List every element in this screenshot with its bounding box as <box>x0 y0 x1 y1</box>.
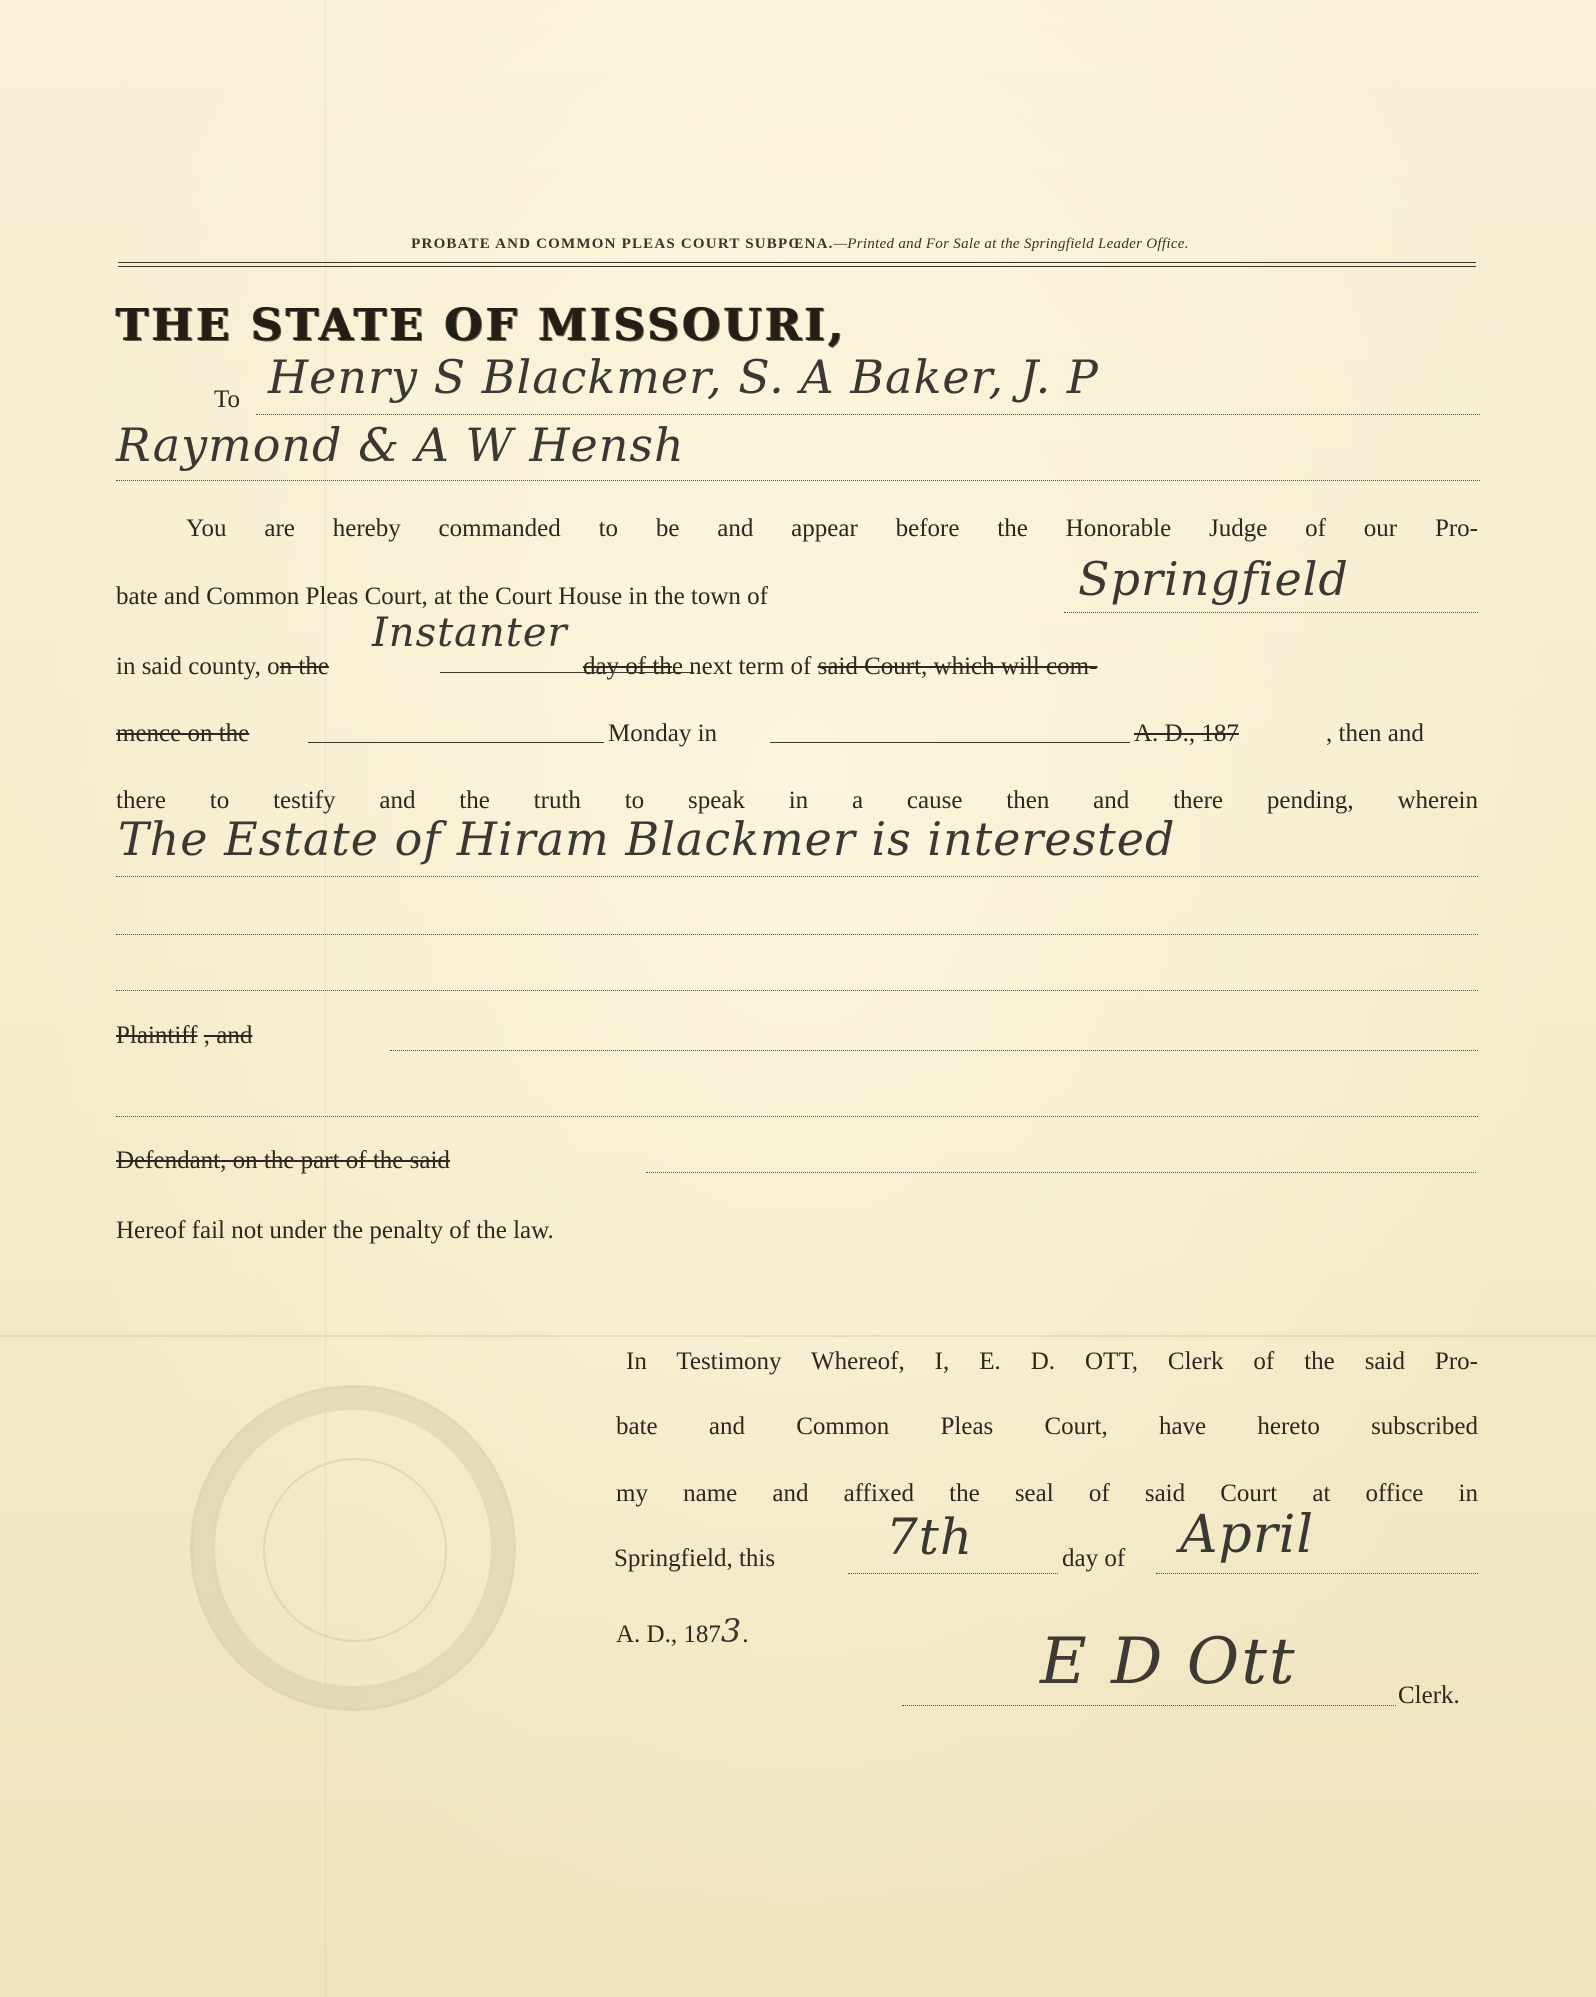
struck-day-of: day of th <box>582 653 672 680</box>
addressees-handwritten-1: Henry S Blackmer, S. A Baker, J. P <box>268 350 1099 404</box>
body-line-4 <box>116 720 249 748</box>
addressee-line-1 <box>256 414 1480 415</box>
on-part-text: , on the part of the said <box>220 1147 450 1174</box>
struck-court-commence: said Court, which will com- <box>817 653 1098 680</box>
cause-handwritten: The Estate of Hiram Blackmer is interested <box>118 812 1176 866</box>
hereof-text: Hereof fail not under the penalty of the law. <box>116 1217 554 1244</box>
fold-crease-horizontal <box>0 1335 1596 1337</box>
plaintiff-line <box>390 1050 1478 1051</box>
monday-text: Monday in <box>608 720 718 747</box>
clerk-signature: E D Ott <box>1040 1625 1297 1699</box>
day-of-text: day of <box>1062 1545 1126 1572</box>
printer-note: —Printed and For Sale at the Springfield Leader Office. <box>833 236 1189 252</box>
ad-prefix: A. D., 187 <box>616 1621 721 1648</box>
and-struck: , and <box>203 1022 253 1049</box>
testimony-line-1: In Testimony Whereof, I, E. D. OTT, Clerk of the said Pro- <box>626 1348 1478 1375</box>
defendant-struck: Defendant <box>116 1147 221 1174</box>
plaintiff-struck: Plaintiff <box>116 1022 198 1049</box>
then-and-text: , then and <box>1326 720 1424 747</box>
seal-inner-ring <box>263 1458 447 1642</box>
year-digit-handwritten: 3 <box>720 1612 743 1650</box>
next-term-text: e next term of <box>671 653 812 680</box>
form-title: PROBATE AND COMMON PLEAS COURT SUBPŒNA. <box>411 236 834 252</box>
defendant-line-1 <box>116 1116 1478 1117</box>
state-title: THE STATE OF MISSOURI, <box>116 300 847 351</box>
defendant-row <box>116 1147 450 1175</box>
town-handwritten: Springfield <box>1078 552 1349 606</box>
addressee-line-2 <box>116 480 1480 481</box>
clerk-label: Clerk. <box>1398 1682 1460 1709</box>
struck-ad-187: A. D., 187 <box>1134 720 1239 747</box>
body-line-2: bate and Common Pleas Court, at the Court House in the town of <box>116 583 768 610</box>
testimony-line-2: bate and Common Pleas Court, have hereto subscribed <box>616 1413 1478 1440</box>
form-header <box>120 236 1480 253</box>
day-handwritten: 7th <box>886 1508 974 1566</box>
cause-line-1 <box>116 876 1478 877</box>
day-blank-line <box>440 672 694 673</box>
cause-line-2 <box>116 934 1478 935</box>
springfield-this-text: Springfield, this <box>614 1545 776 1572</box>
body-line-1: You are hereby commanded to be and appear before the Honorable Judge of our Pro- <box>186 515 1478 542</box>
to-label: To <box>214 386 241 413</box>
testimony-line-3: my name and affixed the seal of said Court at office in <box>616 1480 1478 1507</box>
month-blank-line <box>770 742 1130 743</box>
commence-blank-line <box>308 742 604 743</box>
month-line <box>1156 1573 1478 1574</box>
addressees-handwritten-2: Raymond & A W Hensh <box>116 418 685 472</box>
instanter-handwritten: Instanter <box>372 610 568 656</box>
month-handwritten: April <box>1180 1505 1314 1565</box>
reverse-side-bleed-through <box>110 1620 1510 1990</box>
plaintiff-row <box>116 1022 252 1050</box>
defendant-line-2 <box>646 1172 1476 1173</box>
cause-line-3 <box>116 990 1478 991</box>
body-line-3 <box>116 653 1097 681</box>
town-line <box>1064 612 1478 613</box>
struck-on-the: n the <box>279 653 329 680</box>
body-line-5: there to testify and the truth to speak in a cause then and there pending, wherein <box>116 787 1478 814</box>
day-line <box>848 1573 1058 1574</box>
county-text: in said county, o <box>116 653 280 680</box>
ad-suffix: . <box>742 1621 749 1648</box>
struck-mence-on-the: mence on the <box>116 720 250 747</box>
header-rule <box>118 262 1476 267</box>
